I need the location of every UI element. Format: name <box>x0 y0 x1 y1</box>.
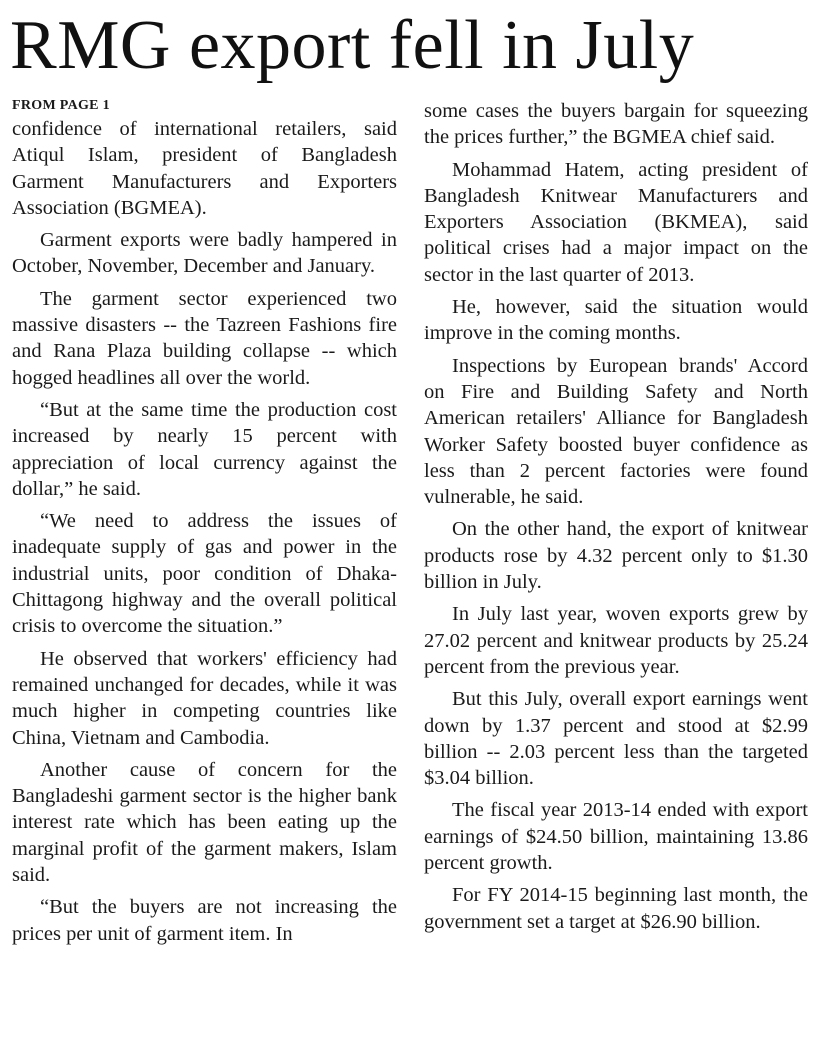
paragraph: For FY 2014-15 beginning last month, the government set a target at $26.90 billion. <box>424 884 808 933</box>
right-column <box>424 98 808 941</box>
paragraph: The fiscal year 2013-14 ended with export earnings of $24.50 billion, maintaining 13.86 percent growth. <box>424 799 808 875</box>
paragraph: some cases the buyers bargain for squeezing the prices further,” the BGMEA chief said. <box>424 100 808 149</box>
paragraph: He, however, said the situation would improve in the coming months. <box>424 296 808 345</box>
paragraph: “But at the same time the production cost increased by nearly 15 percent with appreciation of local currency against the dollar,” he said. <box>12 398 397 500</box>
paragraph: “We need to address the issues of inadequate supply of gas and power in the industrial units, poor condition of Dhaka-Chittagong highway and the overall political crisis to overcome the situation.” <box>12 510 397 638</box>
paragraph: Another cause of concern for the Bangladeshi garment sector is the higher bank interest rate which has been eating up the marginal profit of the garment makers, Islam said. <box>12 758 397 887</box>
paragraph: Inspections by European brands' Accord on Fire and Building Safety and North American retailers' Alliance for Bangladesh Worker Safety boosted buyer confidence as less than 2 percent factories were found vulnerable, he said. <box>424 354 808 509</box>
paragraph: “But the buyers are not increasing the prices per unit of garment item. In <box>12 896 397 945</box>
paragraph: On the other hand, the export of knitwear products rose by 4.32 percent only to $1.30 billion in July. <box>424 518 808 594</box>
headline: RMG export fell in July <box>10 7 695 84</box>
paragraph: In July last year, woven exports grew by 27.02 percent and knitwear products by 25.24 percent from the previous year. <box>424 603 808 678</box>
paragraph: But this July, overall export earnings went down by 1.37 percent and stood at $2.99 billion -- 2.03 percent less than the targeted $3.04 billion. <box>424 688 808 790</box>
kicker-from-page: FROM PAGE 1 <box>12 98 110 113</box>
paragraph: confidence of international retailers, said Atiqul Islam, president of Bangladesh Garment Manufacturers and Exporters Association (BGMEA). <box>12 118 397 219</box>
paragraph: Garment exports were badly hampered in October, November, December and January. <box>12 229 397 278</box>
left-column <box>12 96 397 953</box>
paragraph: Mohammad Hatem, acting president of Bangladesh Knitwear Manufacturers and Exporters Association (BKMEA), said political crises had a major impact on the sector in the last quarter of 2013. <box>424 158 808 286</box>
paragraph: The garment sector experienced two massive disasters -- the Tazreen Fashions fire and Rana Plaza building collapse -- which hogged headlines all over the world. <box>12 287 397 389</box>
paragraph: He observed that workers' efficiency had remained unchanged for decades, while it was much higher in competing countries like China, Vietnam and Cambodia. <box>12 647 397 749</box>
